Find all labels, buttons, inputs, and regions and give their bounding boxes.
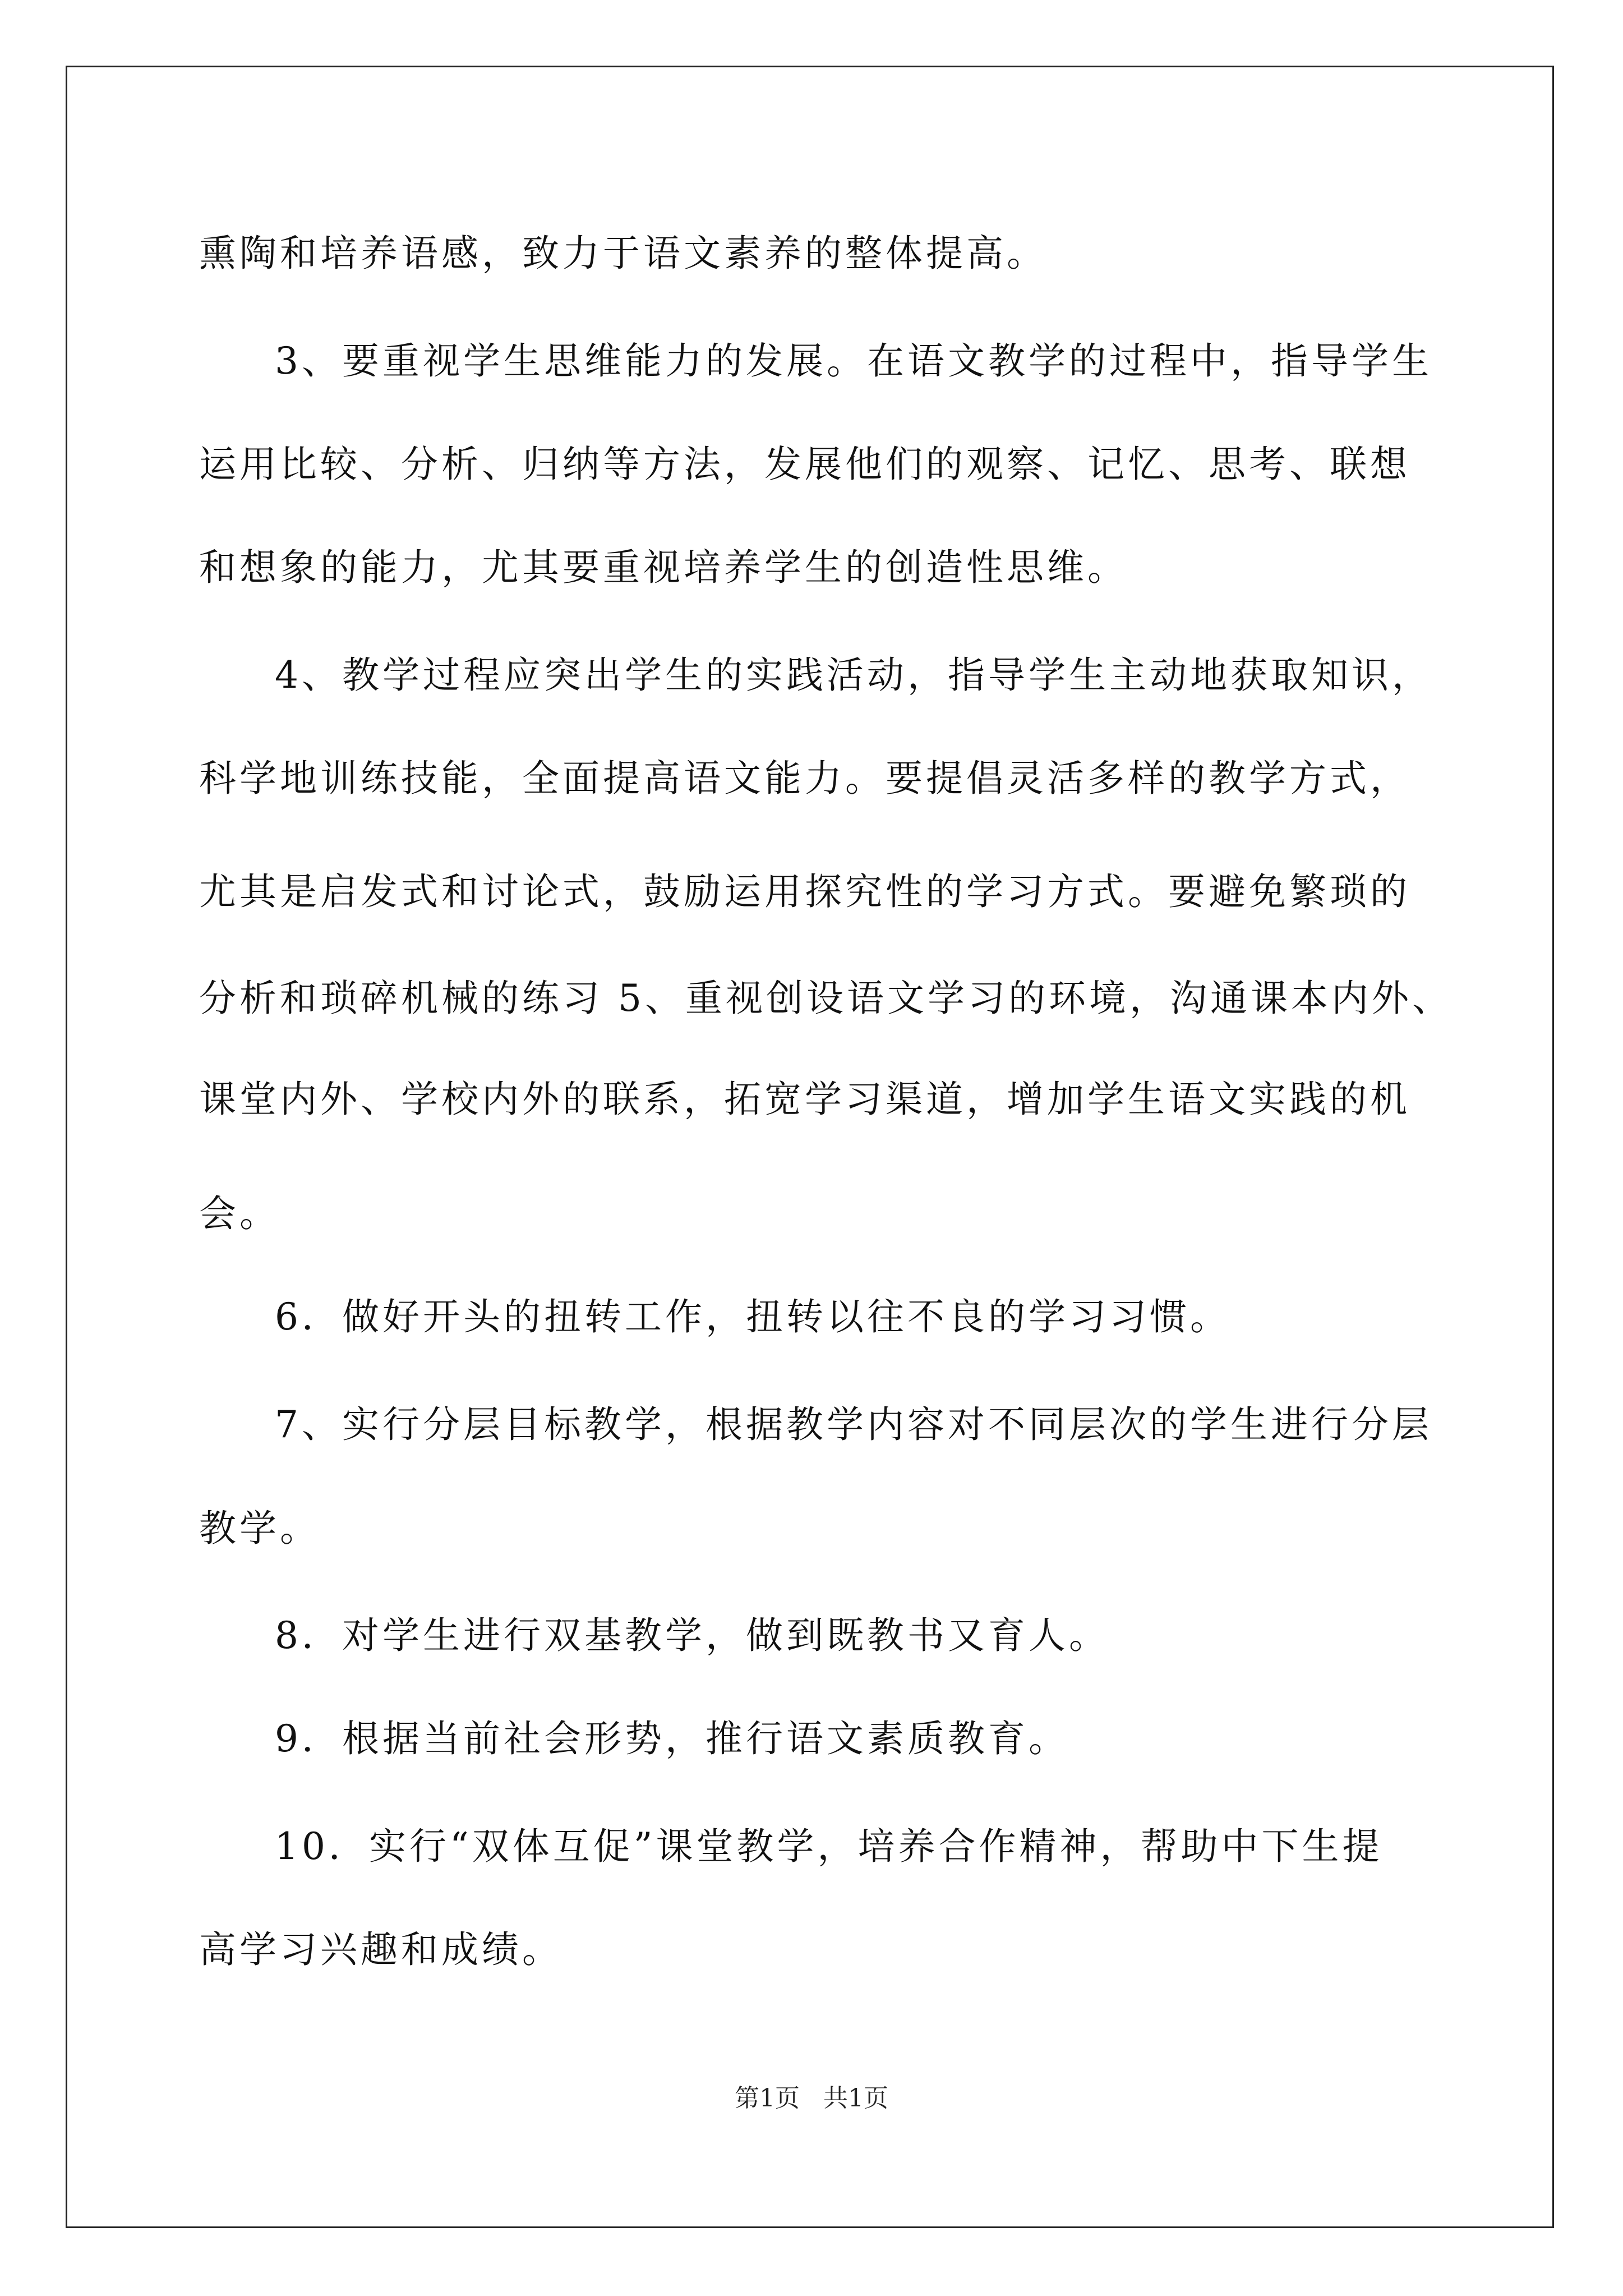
text-line: 4、教学过程应突出学生的实践活动，指导学生主动地获取知识，: [275, 654, 1432, 697]
page-footer: 第1页 共1页: [735, 2084, 888, 2113]
text-line: 7、实行分层目标教学，根据教学内容对不同层次的学生进行分层: [275, 1403, 1432, 1446]
text-line: 会。: [199, 1192, 280, 1235]
text-line: 10．实行“双体互促”课堂教学，培养合作精神，帮助中下生提: [275, 1825, 1383, 1868]
text-line: 科学地训练技能，全面提高语文能力。要提倡灵活多样的教学方式，: [199, 757, 1410, 800]
text-line: 分析和琐碎机械的练习 5、重视创设语文学习的环境，沟通课本内外、: [199, 977, 1453, 1020]
text-line: 和想象的能力，尤其要重视培养学生的创造性思维。: [199, 546, 1128, 589]
text-line: 3、要重视学生思维能力的发展。在语文教学的过程中，指导学生: [275, 339, 1432, 383]
text-line: 9．根据当前社会形势，推行语文素质教育。: [275, 1717, 1069, 1760]
text-line: 高学习兴趣和成绩。: [199, 1928, 562, 1971]
text-line: 教学。: [199, 1507, 320, 1550]
text-line: 熏陶和培养语感，致力于语文素养的整体提高。: [199, 232, 1047, 275]
text-line: 尤其是启发式和讨论式，鼓励运用探究性的学习方式。要避免繁琐的: [199, 870, 1410, 913]
text-line: 8．对学生进行双基教学，做到既教书又育人。: [275, 1614, 1109, 1657]
text-line: 6．做好开头的扭转工作，扭转以往不良的学习习惯。: [275, 1295, 1230, 1338]
text-line: 课堂内外、学校内外的联系，拓宽学习渠道，增加学生语文实践的机: [199, 1078, 1410, 1121]
text-line: 运用比较、分析、归纳等方法，发展他们的观察、记忆、思考、联想: [199, 443, 1410, 486]
page-border: [66, 66, 1554, 2228]
